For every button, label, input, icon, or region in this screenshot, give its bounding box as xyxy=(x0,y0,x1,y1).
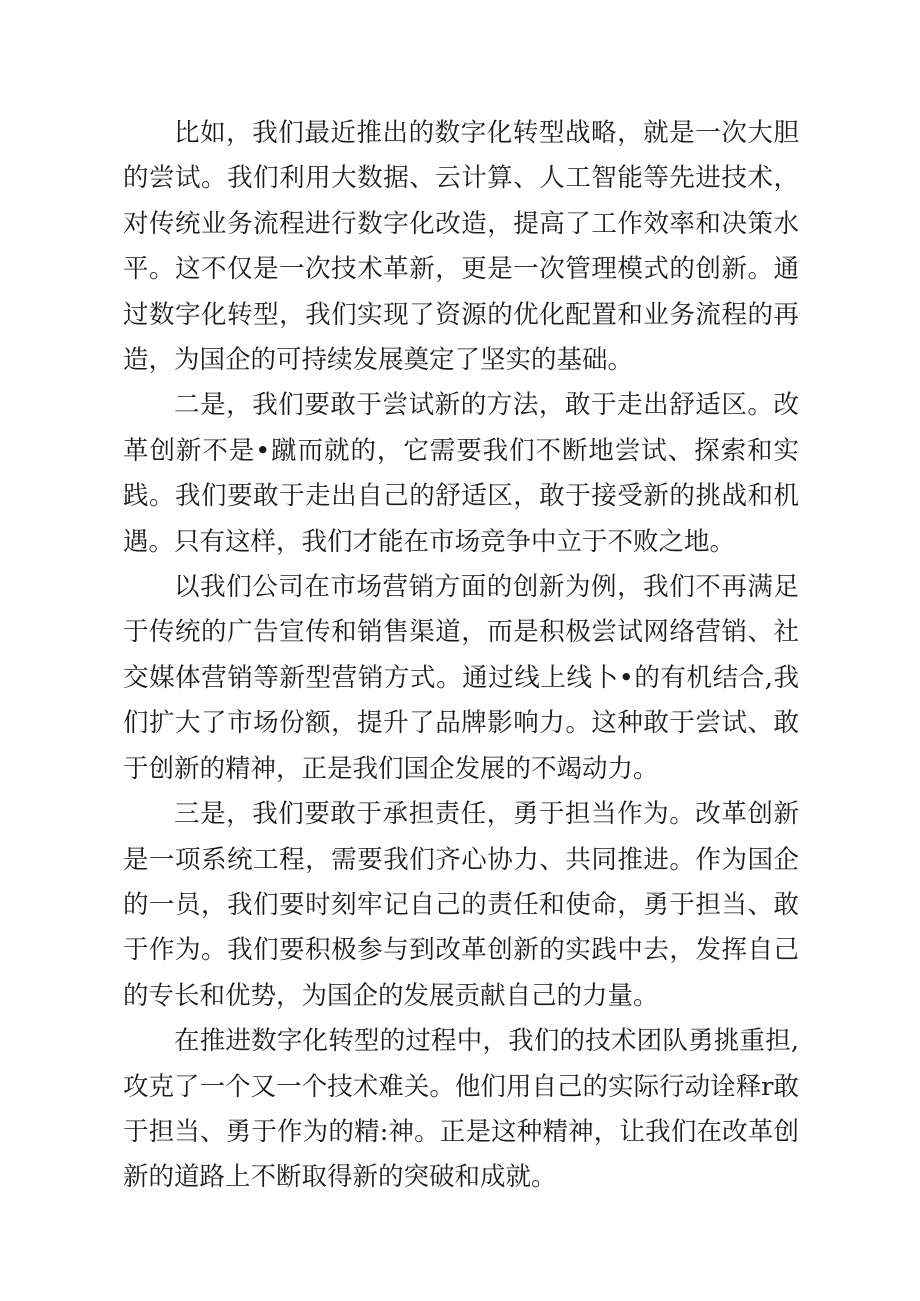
paragraph: 二是，我们要敢于尝试新的方法，敢于走出舒适区。改革创新不是•蹴而就的，它需要我们不断地尝试、探索和实践。我们要敢于走出自己的舒适区，敢于接受新的挑战和机遇。只有这样，我们才能在市场竞争中立于不败之地。 xyxy=(123,390,799,557)
paragraph: 比如，我们最近推出的数字化转型战略，就是一次大胆的尝试。我们利用大数据、云计算、人工智能等先进技术，对传统业务流程进行数字化改造，提高了工作效率和决策水平。这不仅是一次技术革新，更是一次管理模式的创新。通过数字化转型，我们实现了资源的优化配置和业务流程的再造，为国企的可持续发展奠定了坚实的基础。 xyxy=(123,118,799,376)
body-text xyxy=(123,111,799,1201)
paragraph: 以我们公司在市场营销方面的创新为例，我们不再满足于传统的广告宣传和销售渠道，而是积极尝试网络营销、社交媒体营销等新型营销方式。通过线上线卜•的有机结合,我们扩大了市场份额，提升了品牌影响力。这种敢于尝试、敢于创新的精神，正是我们国企发展的不竭动力。 xyxy=(123,572,799,784)
paragraph: 三是，我们要敢于承担责任，勇于担当作为。改革创新是一项系统工程，需要我们齐心协力、共同推进。作为国企的一员，我们要时刻牢记自己的责任和使命，勇于担当、敢于作为。我们要积极参与到改革创新的实践中去，发挥自己的专长和优势，为国企的发展贡献自己的力量。 xyxy=(123,799,799,1011)
paragraph: 在推进数字化转型的过程中，我们的技术团队勇挑重担,攻克了一个又一个技术难关。他们用自己的实际行动诠释r敢于担当、勇于作为的精:神。正是这种精神，让我们在改革创新的道路上不断取得新的突破和成就。 xyxy=(123,1026,799,1193)
